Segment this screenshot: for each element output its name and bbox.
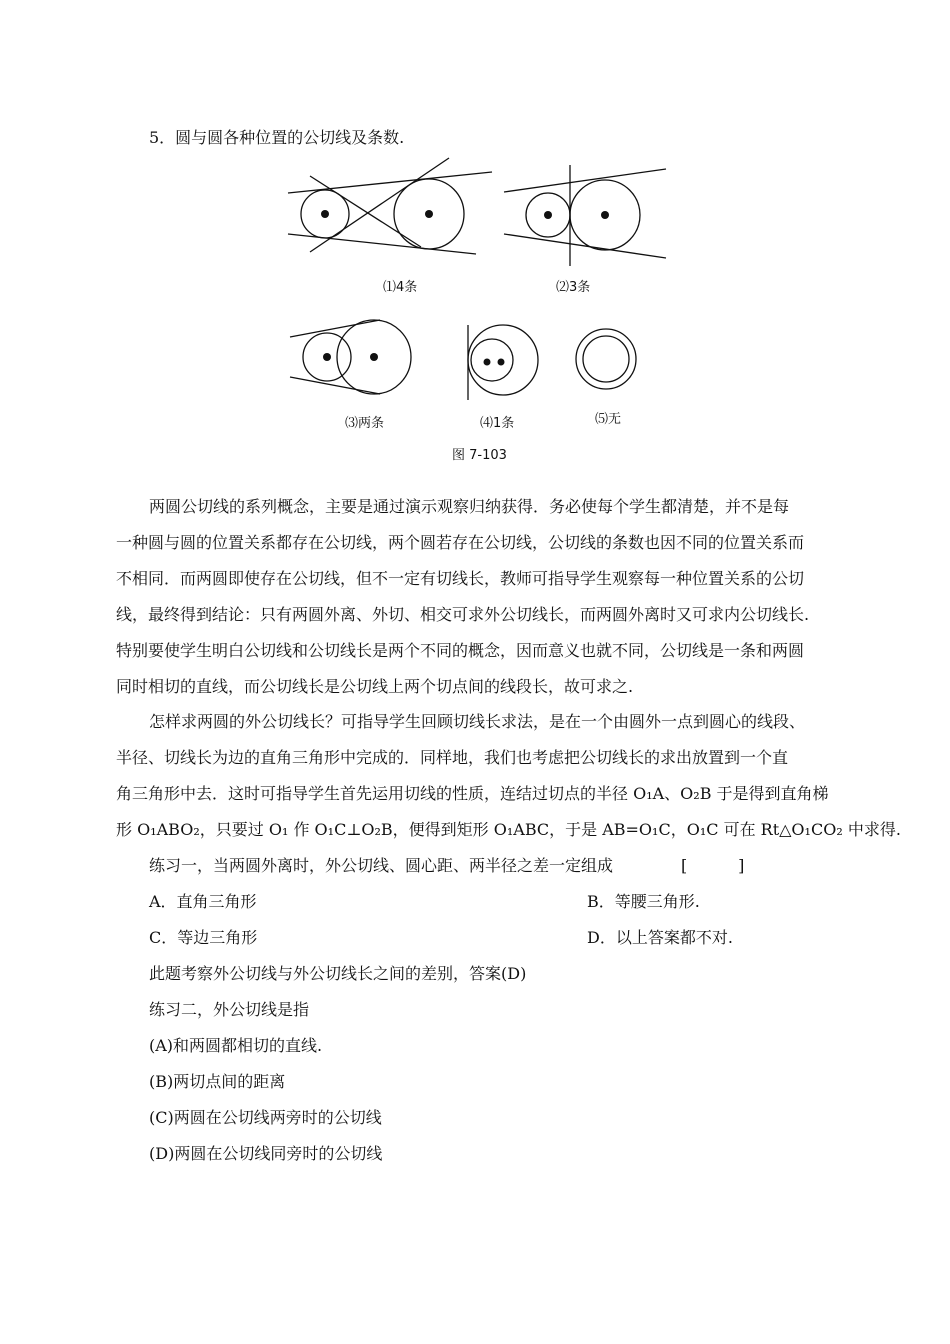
exercise1-option-c: C．等边三角形 xyxy=(149,928,258,947)
figure-2-tangent-circles xyxy=(504,165,666,266)
exercise1-option-b: B．等腰三角形. xyxy=(587,892,700,911)
heading: 5．圆与圆各种位置的公切线及条数. xyxy=(149,128,405,147)
exercise2-option-d: (D)两圆在公切线同旁时的公切线 xyxy=(149,1144,383,1163)
para1-line: 两圆公切线的系列概念，主要是通过演示观察归纳获得．务必使每个学生都清楚，并不是每 xyxy=(149,497,790,516)
caption-5: ⑸无 xyxy=(595,412,622,427)
exercise1-option-a: A．直角三角形 xyxy=(149,892,257,911)
para2-line: 形 O₁ABO₂，只要过 O₁ 作 O₁C⊥O₂B，便得到矩形 O₁ABC，于是 AB=O₁C，O₁C 可在 Rt△O₁CO₂ 中求得. xyxy=(116,820,901,839)
para1-line: 同时相切的直线，而公切线长是公切线上两个切点间的线段长，故可求之. xyxy=(116,677,634,696)
exercise1-answer: 此题考察外公切线与外公切线长之间的差别，答案(D) xyxy=(149,964,527,983)
figure-3-intersecting-circles xyxy=(290,320,411,394)
exercise2-option-b: (B)两切点间的距离 xyxy=(149,1072,286,1091)
para1-line: 不相同．而两圆即使存在公切线，但不一定有切线长，教师可指导学生观察每一种位置关系的公切 xyxy=(116,569,805,588)
para2-line: 半径、切线长为边的直角三角形中完成的．同样地，我们也考虑把公切线长的求出放置到一个直 xyxy=(116,748,789,767)
para1-line: 特别要使学生明白公切线和公切线长是两个不同的概念，因而意义也就不同，公切线是一条和两圆 xyxy=(116,641,805,660)
exercise2-question: 练习二，外公切线是指 xyxy=(149,1000,310,1019)
para1-line: 一种圆与圆的位置关系都存在公切线，两个圆若存在公切线，公切线的条数也因不同的位置关系而 xyxy=(116,533,805,552)
para2-line: 怎样求两圆的外公切线长？可指导学生回顾切线长求法，是在一个由圆外一点到圆心的线段、 xyxy=(149,712,806,731)
exercise2-option-c: (C)两圆在公切线两旁时的公切线 xyxy=(149,1108,382,1127)
figure-1-separated-circles xyxy=(288,158,492,254)
tangent-figure xyxy=(0,0,950,470)
caption-4: ⑷1条 xyxy=(480,416,515,431)
caption-1: ⑴4条 xyxy=(383,280,418,295)
exercise2-option-a: (A)和两圆都相切的直线. xyxy=(149,1036,323,1055)
figure-4-internally-tangent-circles xyxy=(468,325,538,400)
figure-5-concentric-circles xyxy=(576,329,636,389)
caption-2: ⑵3条 xyxy=(556,280,591,295)
exercise1-question: 练习一，当两圆外离时，外公切线、圆心距、两半径之差一定组成 xyxy=(149,856,614,875)
caption-3: ⑶两条 xyxy=(345,416,385,431)
figure-title: 图 7-103 xyxy=(452,448,507,463)
para2-line: 角三角形中去．这时可指导学生首先运用切线的性质，连结过切点的半径 O₁A、O₂B 于是得到直角梯 xyxy=(116,784,829,803)
exercise1-bracket: [ ] xyxy=(681,856,745,875)
para1-line: 线，最终得到结论：只有两圆外离、外切、相交可求外公切线长，而两圆外离时又可求内公切线长. xyxy=(116,605,810,624)
exercise1-option-d: D．以上答案都不对. xyxy=(587,928,733,947)
